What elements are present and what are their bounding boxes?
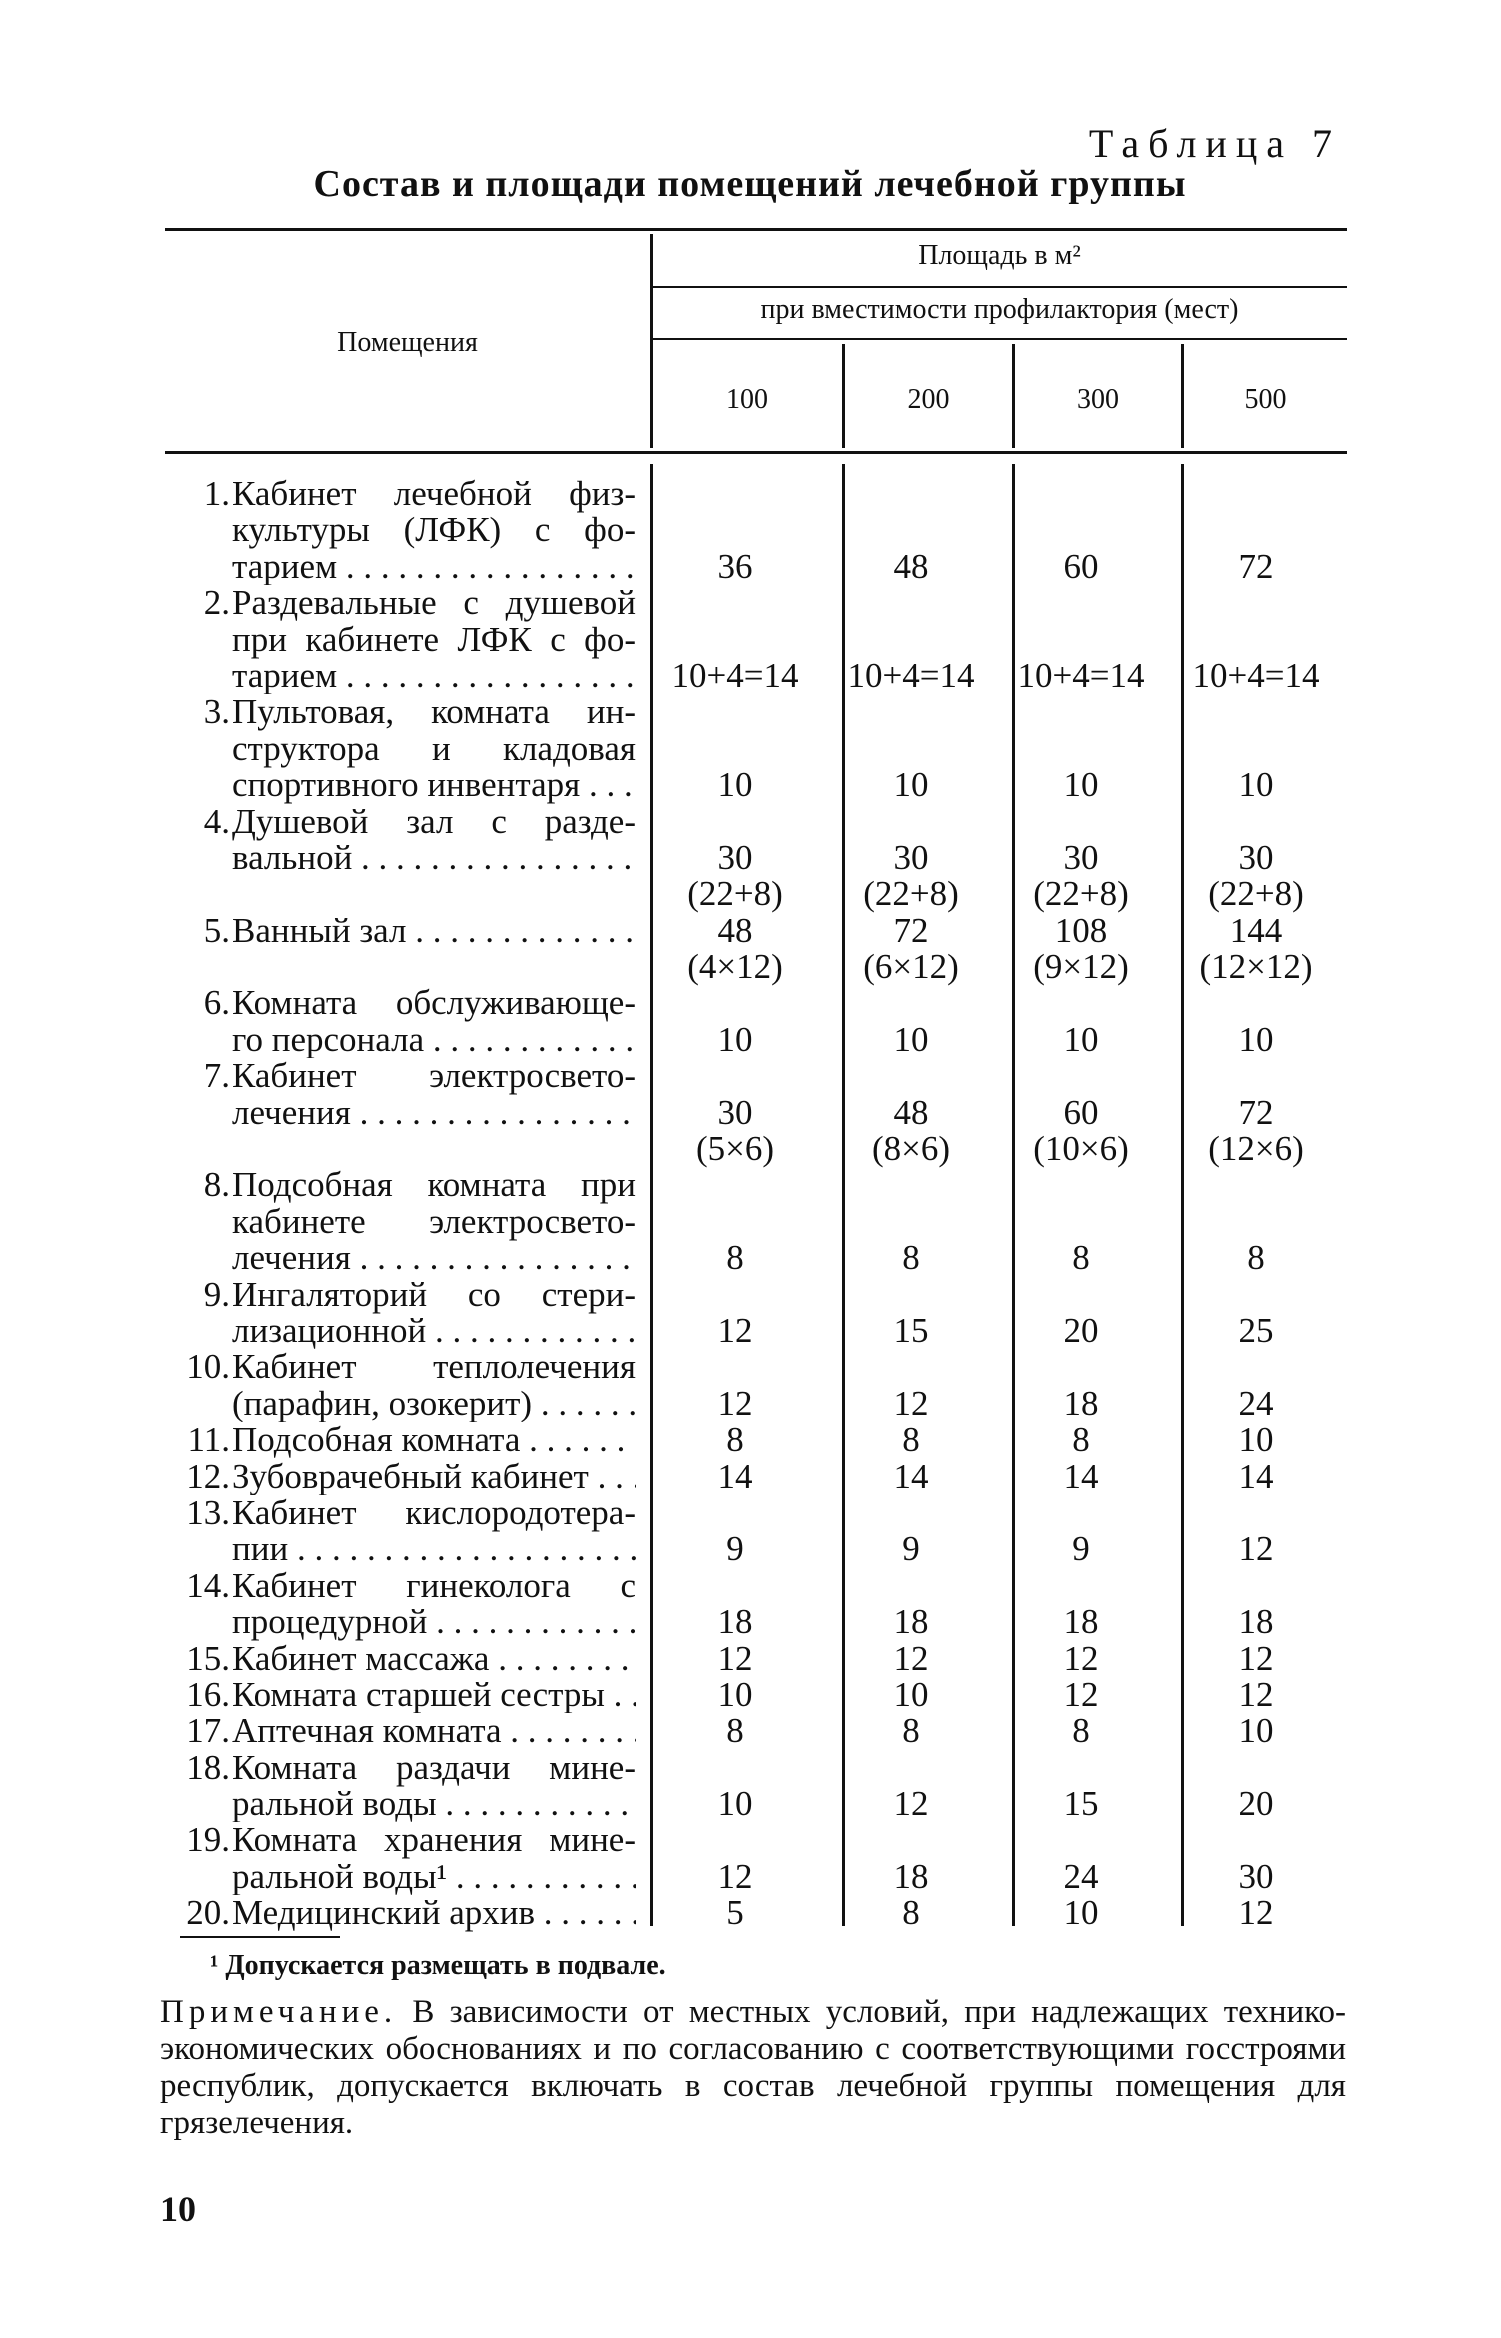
cell-value: 18	[893, 1856, 929, 1896]
cell-value: 10	[1238, 1711, 1274, 1751]
row-number: 14.	[186, 1565, 230, 1605]
row-number: 7.	[203, 1056, 230, 1096]
row-number: 18.	[186, 1747, 230, 1787]
cell-value: 36	[717, 546, 753, 586]
cell-value: 48	[717, 910, 753, 950]
cell-value: 12	[1238, 1638, 1274, 1678]
cell-value: 72	[893, 910, 929, 950]
cell-value: 12	[893, 1638, 929, 1678]
room-name-line: го персонала . . .	[232, 1022, 636, 1058]
cell-value: 48	[893, 546, 929, 586]
cell-value: 12	[717, 1638, 753, 1678]
cell-value: (10×6)	[1033, 1129, 1129, 1169]
room-name-line: Кабинет лечебной физ-	[232, 474, 636, 513]
row-number: 17.	[186, 1711, 230, 1751]
cell-value: 20	[1238, 1784, 1274, 1824]
cell-value: 10	[717, 1019, 753, 1059]
row-number: 6.	[203, 983, 230, 1023]
cell-value: 12	[717, 1383, 753, 1423]
cell-value: 30	[717, 1092, 753, 1132]
row-number: 15.	[186, 1638, 230, 1678]
row-number: 12.	[186, 1456, 230, 1496]
room-name-line: Зубоврачебный кабинет . . .	[232, 1459, 636, 1495]
table-row	[160, 1638, 1346, 1678]
room-name-line: Комната хранения мине-	[232, 1820, 636, 1860]
room-name-line: Ванный зал . . .	[232, 913, 636, 949]
room-name-line: Аптечная комната . . .	[232, 1713, 636, 1749]
cell-value: 12	[1238, 1674, 1274, 1714]
room-name-line: вальной . . .	[232, 840, 636, 876]
cell-value: 8	[726, 1420, 744, 1460]
cell-value: 10	[1238, 765, 1274, 805]
cell-value: 10+4=14	[1192, 655, 1320, 695]
cell-value: 12	[1238, 1893, 1274, 1933]
table-row	[160, 1422, 1346, 1458]
cell-value: 10	[1063, 1019, 1099, 1059]
room-name-line: процедурной . . .	[232, 1604, 636, 1640]
table-row	[160, 985, 1346, 1058]
table-body	[160, 476, 1346, 1932]
footnote: ¹ Допускается размещать в подвале.	[210, 1950, 666, 1981]
room-name-line: ральной воды¹ . . .	[232, 1859, 636, 1895]
row-number: 19.	[186, 1820, 230, 1860]
note-lead: Примечание.	[160, 1994, 398, 2030]
table-title: Состав и площади помещений лечебной группы	[313, 163, 1187, 205]
header-area-rule	[652, 286, 1347, 288]
row-number: 4.	[203, 801, 230, 841]
cell-value: 25	[1238, 1310, 1274, 1350]
cell-value: 12	[1063, 1674, 1099, 1714]
room-name-line: (парафин, озокерит) . . .	[232, 1386, 636, 1422]
cell-value: (8×6)	[871, 1129, 951, 1169]
header-bottom-rule	[165, 451, 1347, 454]
cell-value: 10	[893, 1674, 929, 1714]
cell-value: 72	[1238, 1092, 1274, 1132]
table-row	[160, 1167, 1346, 1276]
note-text: В зависимости от местных условий, при надлежащих технико-экономических обоснованиях и по согласованию с соответствующими госстроями республик, допускается включать в состав лечебной группы помещения для грязелечения.	[160, 1994, 1347, 2141]
table-row	[160, 476, 1346, 585]
cell-value: 18	[1063, 1383, 1099, 1423]
note	[160, 1994, 1346, 2142]
cell-value: (12×6)	[1208, 1129, 1304, 1169]
cell-value: (22+8)	[863, 874, 959, 914]
header-col-200: 200	[907, 384, 950, 415]
header-area: Площадь в м²	[918, 240, 1081, 271]
row-number: 10.	[186, 1347, 230, 1387]
room-name-line: при кабинете ЛФК с фо-	[232, 619, 636, 659]
row-number: 16.	[186, 1674, 230, 1714]
row-number: 9.	[203, 1274, 230, 1314]
header-col-100: 100	[726, 384, 768, 415]
cell-value: 18	[893, 1602, 929, 1642]
cell-value: 144	[1229, 910, 1283, 950]
room-name-line: ральной воды . . .	[232, 1786, 636, 1822]
room-name-line: пии . . .	[232, 1531, 636, 1567]
cell-value: 14	[1063, 1456, 1099, 1496]
room-name-line: Кабинет массажа . . .	[232, 1641, 636, 1677]
footnote-rule	[180, 1936, 340, 1938]
cell-value: 9	[726, 1529, 744, 1569]
cell-value: 60	[1063, 1092, 1099, 1132]
room-name-line: Ингаляторий со стери-	[232, 1274, 636, 1314]
cell-value: 20	[1063, 1310, 1099, 1350]
room-name-line: спортивного инвентаря . . .	[232, 767, 636, 803]
cell-value: 10	[717, 1674, 753, 1714]
room-name-line: Подсобная комната при	[232, 1165, 636, 1205]
table-row	[160, 1565, 1346, 1642]
room-name-line: Пультовая, комната ин-	[232, 692, 636, 732]
room-name-line: Кабинет гинеколога с	[232, 1565, 636, 1605]
cell-value: 9	[902, 1529, 920, 1569]
cell-value: 10	[893, 765, 929, 805]
cell-value: 10+4=14	[847, 655, 975, 695]
room-name-line: Кабинет кислородотера-	[232, 1492, 636, 1532]
cell-value: (22+8)	[1033, 874, 1129, 914]
row-number: 13.	[186, 1492, 230, 1532]
cell-value: 30	[893, 837, 929, 877]
cell-value: (5×6)	[695, 1129, 775, 1169]
table-row	[160, 585, 1346, 694]
page-number: 10	[160, 2189, 196, 2229]
room-name-line: лизационной . . .	[232, 1313, 636, 1349]
table-row	[160, 1713, 1346, 1749]
cell-value: 10	[717, 1784, 753, 1824]
cell-value: 10	[717, 765, 753, 805]
table-row	[160, 1058, 1346, 1167]
cell-value: 24	[1063, 1856, 1099, 1896]
room-name-line: лечения . . .	[232, 1240, 636, 1276]
cell-value: 24	[1238, 1383, 1274, 1423]
table-row	[160, 1895, 1346, 1931]
room-name-line: Комната старшей сестры . . .	[232, 1677, 636, 1713]
cell-value: 8	[902, 1893, 920, 1933]
cell-value: 12	[717, 1310, 753, 1350]
cell-value: 8	[1072, 1711, 1090, 1751]
cell-value: (22+8)	[1208, 874, 1304, 914]
room-name-line: Кабинет теплолечения	[232, 1347, 636, 1387]
room-name-line: кабинете электросвето-	[232, 1201, 636, 1241]
cell-value: 14	[717, 1456, 753, 1496]
table-row	[160, 1674, 1346, 1714]
cell-value: 8	[1072, 1238, 1090, 1278]
room-name-line: Комната раздачи мине-	[232, 1747, 636, 1787]
cell-value: 72	[1238, 546, 1274, 586]
cell-value: 10	[1063, 765, 1099, 805]
header-col-300: 300	[1077, 384, 1119, 415]
room-name-line: культуры (ЛФК) с фо-	[232, 510, 636, 550]
room-name-line: тарием . . .	[232, 658, 636, 694]
room-name-line: Подсобная комната . . .	[232, 1422, 636, 1458]
cell-value: 8	[1072, 1420, 1090, 1460]
room-name-line: Кабинет электросвето-	[232, 1056, 636, 1096]
cell-value: 18	[1238, 1602, 1274, 1642]
table-row	[160, 1747, 1346, 1824]
room-name-line: тарием . . .	[232, 549, 636, 585]
cell-value: 8	[726, 1238, 744, 1278]
cell-value: 5	[726, 1893, 744, 1933]
header-capacity: при вместимости профилактория (мест)	[760, 294, 1239, 325]
cell-value: 10	[1238, 1019, 1274, 1059]
row-number: 5.	[203, 910, 230, 950]
table-row	[160, 1274, 1346, 1350]
room-name-line: лечения . . .	[232, 1095, 636, 1131]
room-name-line: структора и кладовая	[232, 728, 636, 768]
table-row	[160, 801, 1346, 914]
table-row	[160, 694, 1346, 803]
header-rooms: Помещения	[337, 327, 478, 358]
cell-value: 10+4=14	[1017, 655, 1145, 695]
cell-value: 12	[1238, 1529, 1274, 1569]
row-number: 3.	[203, 692, 230, 732]
room-name-line: Медицинский архив . . .	[232, 1895, 636, 1931]
cell-value: 8	[902, 1420, 920, 1460]
cell-value: 30	[1063, 837, 1099, 877]
cell-value: 10	[1063, 1893, 1099, 1933]
cell-value: 8	[902, 1238, 920, 1278]
cell-value: (6×12)	[863, 947, 959, 987]
cell-value: 10+4=14	[671, 655, 799, 695]
cell-value: 9	[1072, 1529, 1090, 1569]
cell-value: 15	[893, 1310, 929, 1350]
cell-value: 30	[1238, 837, 1274, 877]
cell-value: 18	[1063, 1602, 1099, 1642]
row-number: 11.	[187, 1420, 230, 1460]
cell-value: 12	[717, 1856, 753, 1896]
cell-value: (9×12)	[1033, 947, 1129, 987]
cell-value: 12	[893, 1383, 929, 1423]
room-name-line: Раздевальные с душевой	[232, 583, 636, 623]
cell-value: 48	[893, 1092, 929, 1132]
header-col-500: 500	[1244, 384, 1287, 415]
table-row	[160, 1822, 1346, 1895]
table-row	[160, 1349, 1346, 1422]
row-number: 20.	[186, 1893, 230, 1933]
row-number: 8.	[203, 1165, 230, 1205]
cell-value: 8	[902, 1711, 920, 1751]
cell-value: 10	[1238, 1420, 1274, 1460]
cell-value: 108	[1054, 910, 1108, 950]
table-row	[160, 910, 1346, 987]
cell-value: 60	[1063, 546, 1099, 586]
cell-value: 30	[1238, 1856, 1274, 1896]
cell-value: 8	[1247, 1238, 1265, 1278]
cell-value: 10	[893, 1019, 929, 1059]
cell-value: 12	[893, 1784, 929, 1824]
row-number: 1.	[203, 474, 230, 513]
table-row	[160, 1456, 1346, 1496]
cell-value: 12	[1063, 1638, 1099, 1678]
cell-value: 8	[726, 1711, 744, 1751]
row-number: 2.	[203, 583, 230, 623]
room-name-line: Душевой зал с разде-	[232, 801, 636, 841]
room-name-line: Комната обслуживающе-	[232, 983, 636, 1023]
cell-value: (4×12)	[687, 947, 783, 987]
cell-value: 18	[717, 1602, 753, 1642]
cell-value: 30	[717, 837, 753, 877]
table-top-rule	[165, 228, 1347, 231]
cell-value: 14	[1238, 1456, 1274, 1496]
header-capacity-rule	[652, 338, 1347, 340]
cell-value: (22+8)	[687, 874, 783, 914]
table-label: Таблица 7	[1088, 121, 1341, 166]
cell-value: 14	[893, 1456, 929, 1496]
table-row	[160, 1492, 1346, 1569]
cell-value: (12×12)	[1199, 947, 1313, 987]
cell-value: 15	[1063, 1784, 1099, 1824]
